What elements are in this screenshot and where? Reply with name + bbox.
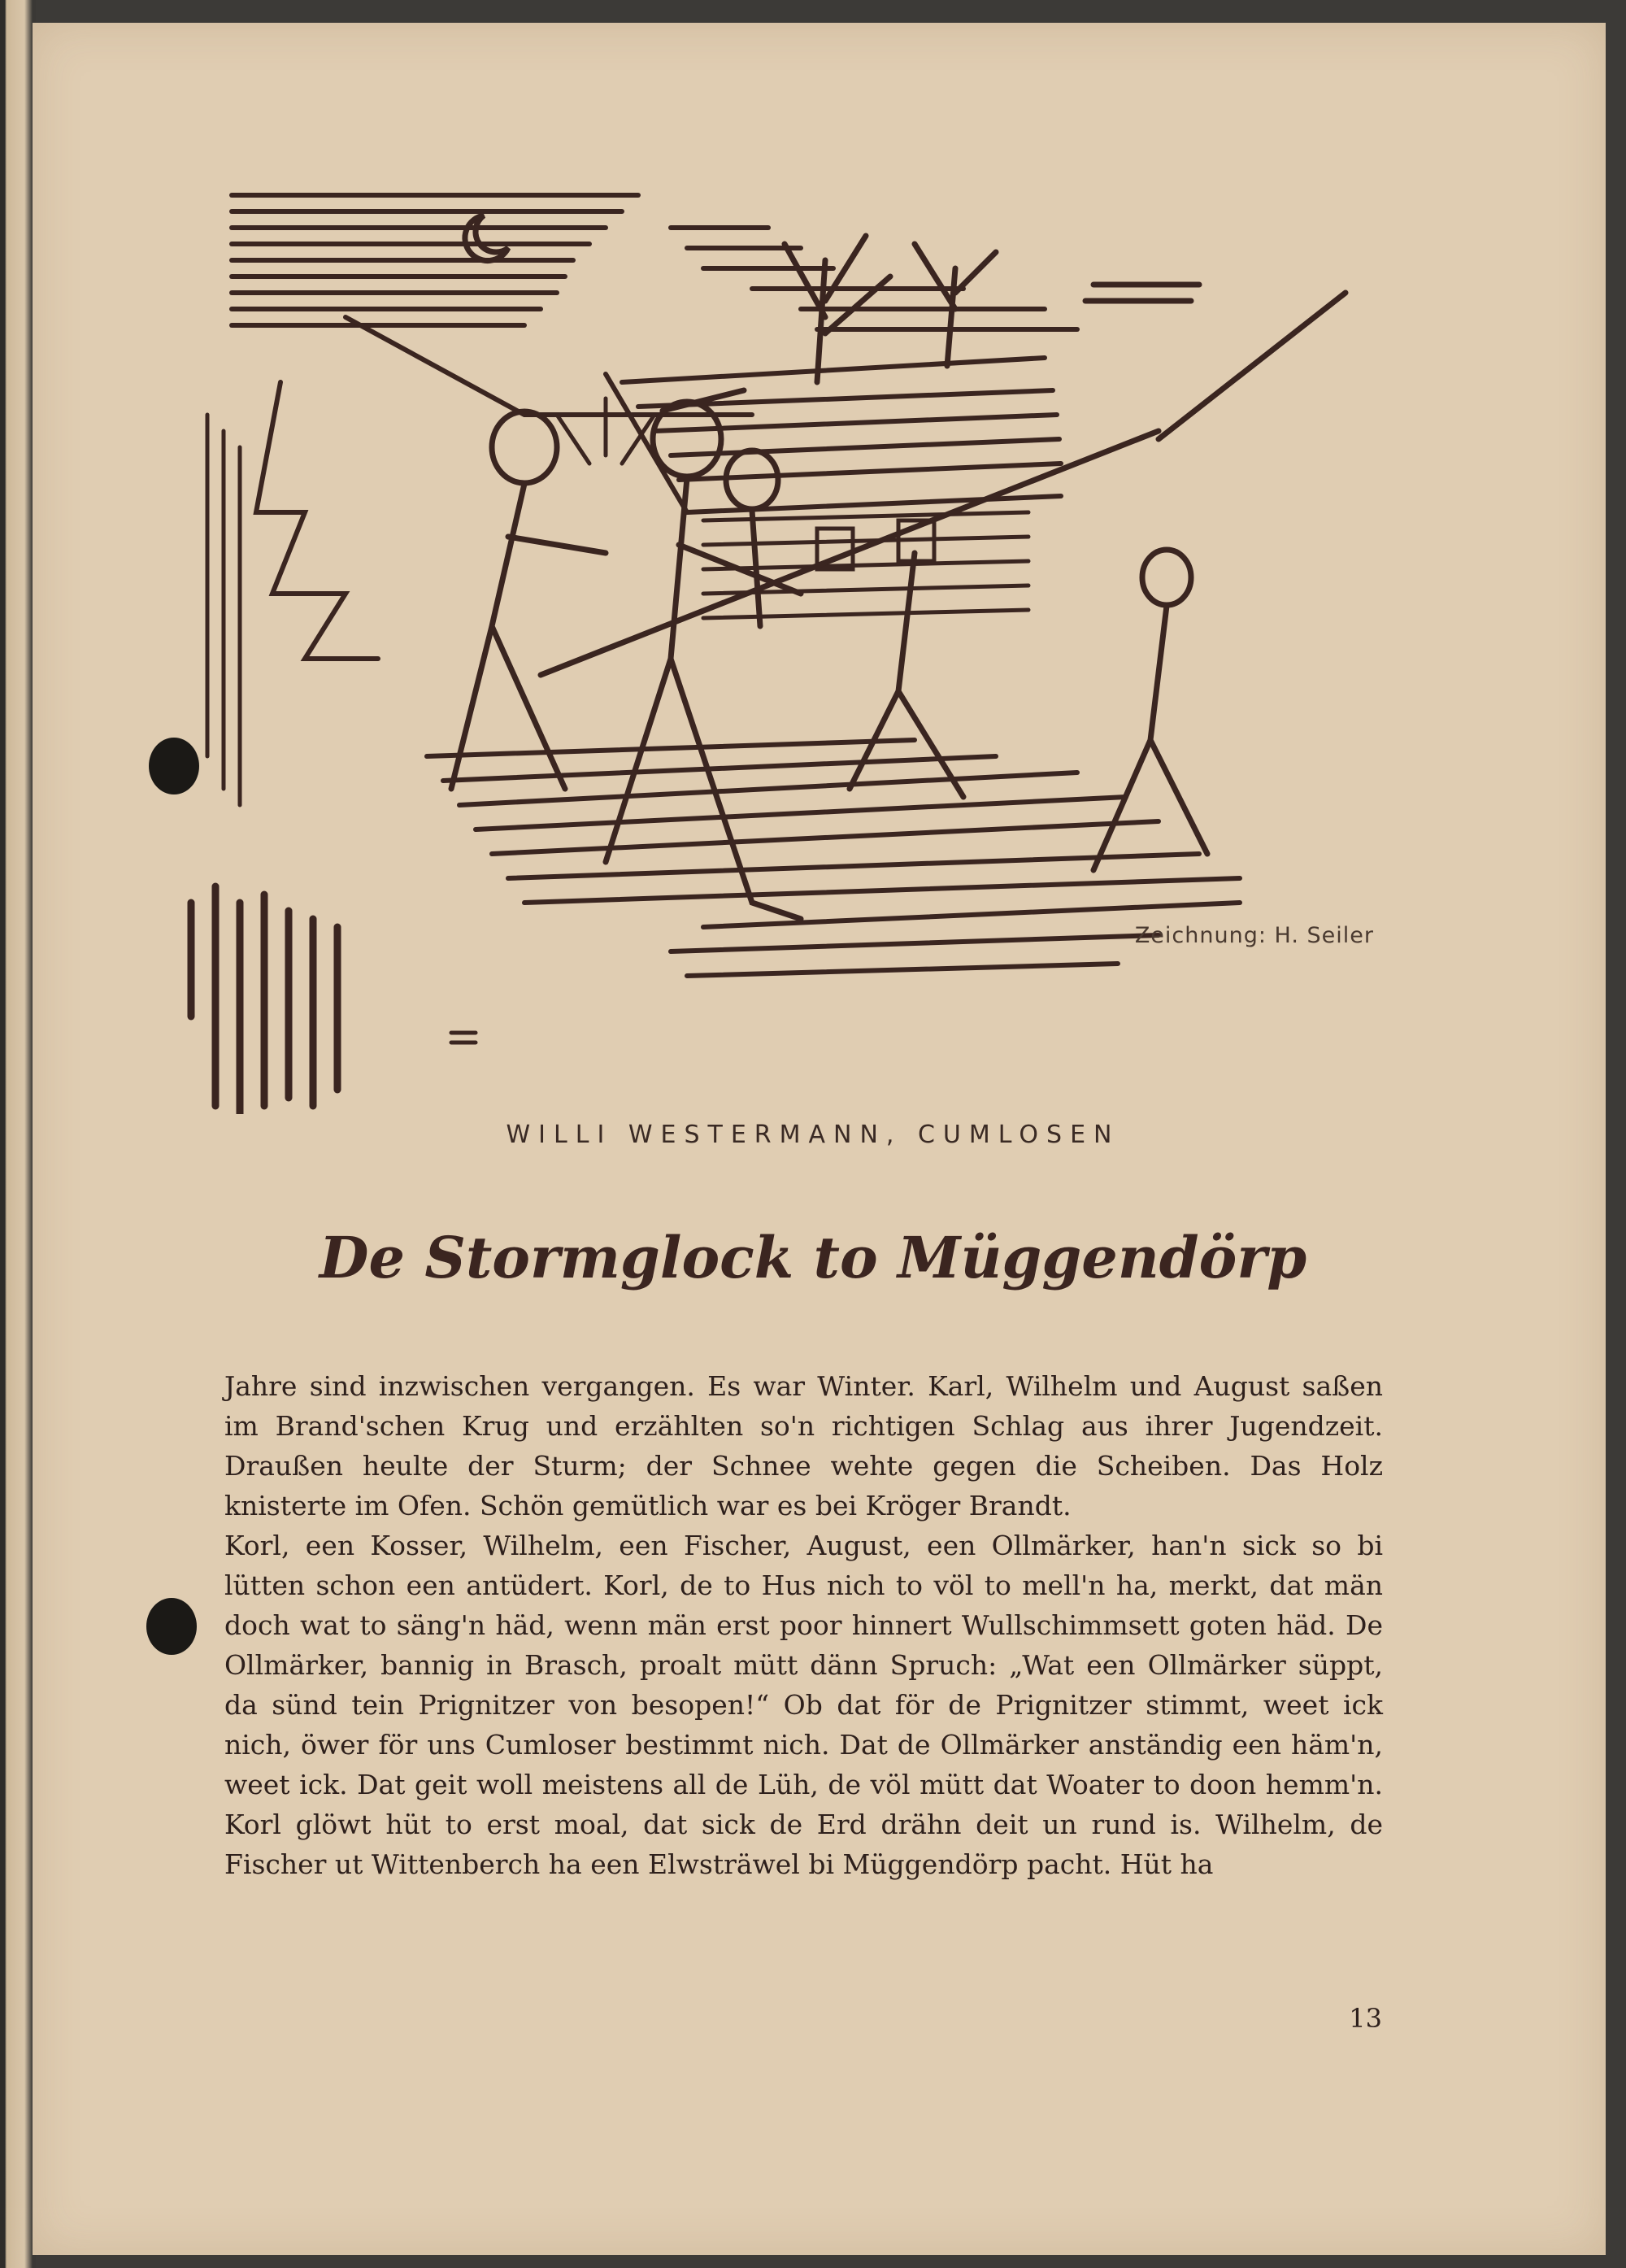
author-line: WILLI WESTERMANN, CUMLOSEN bbox=[506, 1121, 1120, 1149]
paragraph-1: Jahre sind inzwischen vergangen. Es war Winter. Karl, Wilhelm und August saßen im Brand'schen Krug und erzählten so'n richtigen Schlag aus ihrer Jugendzeit. Draußen heulte der Sturm; der Schnee wehte gegen die Scheiben. Das Holz knisterte im Ofen. Schön gemütlich war es bei Kröger Brandt. bbox=[224, 1370, 1383, 1521]
story-body bbox=[224, 1366, 1383, 1884]
page-number: 13 bbox=[1349, 2003, 1382, 2034]
paragraph-2: Korl, een Kosser, Wilhelm, een Fischer, August, een Ollmärker, han'n sick so bi lütten schon een antüdert. Korl, de to Hus nich to völ to mell'n ha, merkt, dat män doch wat to säng'n häd, wenn män erst poor hinnert Wullschimmsett goten häd. De Ollmärker, bannig in Brasch, proalt mütt dänn Spruch: „Wat een Ollmärker süppt, da sünd tein Prignitzer von besopen!“ Ob dat för de Prignitzer stimmt, weet ick nich, öwer för uns Cumloser bestimmt nich. Dat de Ollmärker anständig een häm'n, weet ick. Dat geit woll meistens all de Lüh, de völ mütt dat Woater to doon hemm'n. Korl glöwt hüt to erst moal, dat sick de Erd drähn deit un rund is. Wilhelm, de Fischer ut Wittenberch ha een Elwsträwel bi Müggendörp pacht. Hüt ha bbox=[224, 1530, 1383, 1880]
illustration-caption: Zeichnung: H. Seiler bbox=[1134, 923, 1374, 948]
punch-hole-bottom bbox=[146, 1598, 197, 1655]
village-night-illustration bbox=[183, 171, 1370, 1114]
story-title: De Stormglock to Müggendörp bbox=[319, 1224, 1307, 1291]
